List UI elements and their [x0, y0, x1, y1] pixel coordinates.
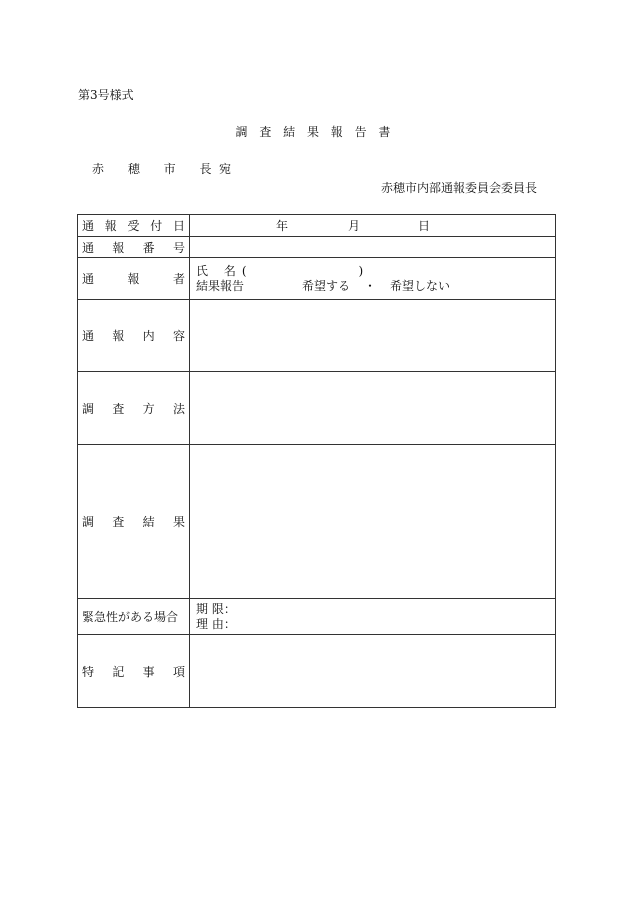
remarks-field[interactable]	[190, 635, 556, 708]
month-label: 月	[348, 219, 361, 233]
investigation-method-field[interactable]	[190, 372, 556, 445]
reception-date-field[interactable]	[190, 215, 556, 237]
urgent-label: 緊急性がある場合	[78, 599, 190, 635]
form-number: 第3号様式	[78, 88, 134, 102]
row-investigation-result	[78, 445, 556, 599]
reporter-field[interactable]	[190, 258, 556, 300]
reporter-label: 通報者	[78, 258, 190, 300]
report-content-field[interactable]	[190, 300, 556, 372]
row-investigation-method	[78, 372, 556, 445]
option-yes[interactable]: 希望する	[302, 278, 351, 293]
deadline-label: 期 限：	[196, 601, 236, 616]
row-report-number	[78, 237, 556, 258]
addressee: 赤 穂 市 長	[92, 162, 222, 176]
result-report-label: 結果報告	[196, 278, 245, 293]
reporter-name-input[interactable]	[253, 264, 359, 279]
reason-label: 理 由：	[196, 616, 236, 631]
sender: 赤穂市内部通報委員会委員長	[380, 181, 537, 195]
option-separator: ・	[364, 278, 377, 293]
investigation-result-label: 調査結果	[78, 445, 190, 599]
reporter-name-close: )	[358, 263, 364, 278]
year-label: 年	[276, 219, 289, 233]
urgent-field[interactable]	[190, 599, 556, 635]
investigation-method-label: 調査方法	[78, 372, 190, 445]
reporter-name-label: 氏 名(	[196, 263, 253, 278]
report-table	[77, 214, 556, 708]
report-content-label: 通報内容	[78, 300, 190, 372]
row-remarks	[78, 635, 556, 708]
day-label: 日	[418, 219, 431, 233]
report-number-label: 通報番号	[78, 237, 190, 258]
row-urgent	[78, 599, 556, 635]
reception-date-label: 通報受付日	[78, 215, 190, 237]
document-title: 調 査 結 果 報 告 書	[235, 125, 395, 139]
addressee-suffix: 宛	[219, 162, 232, 176]
remarks-label: 特記事項	[78, 635, 190, 708]
row-report-content	[78, 300, 556, 372]
option-no[interactable]: 希望しない	[390, 278, 451, 293]
row-reporter	[78, 258, 556, 300]
report-number-field[interactable]	[190, 237, 556, 258]
investigation-result-field[interactable]	[190, 445, 556, 599]
row-reception-date	[78, 215, 556, 237]
